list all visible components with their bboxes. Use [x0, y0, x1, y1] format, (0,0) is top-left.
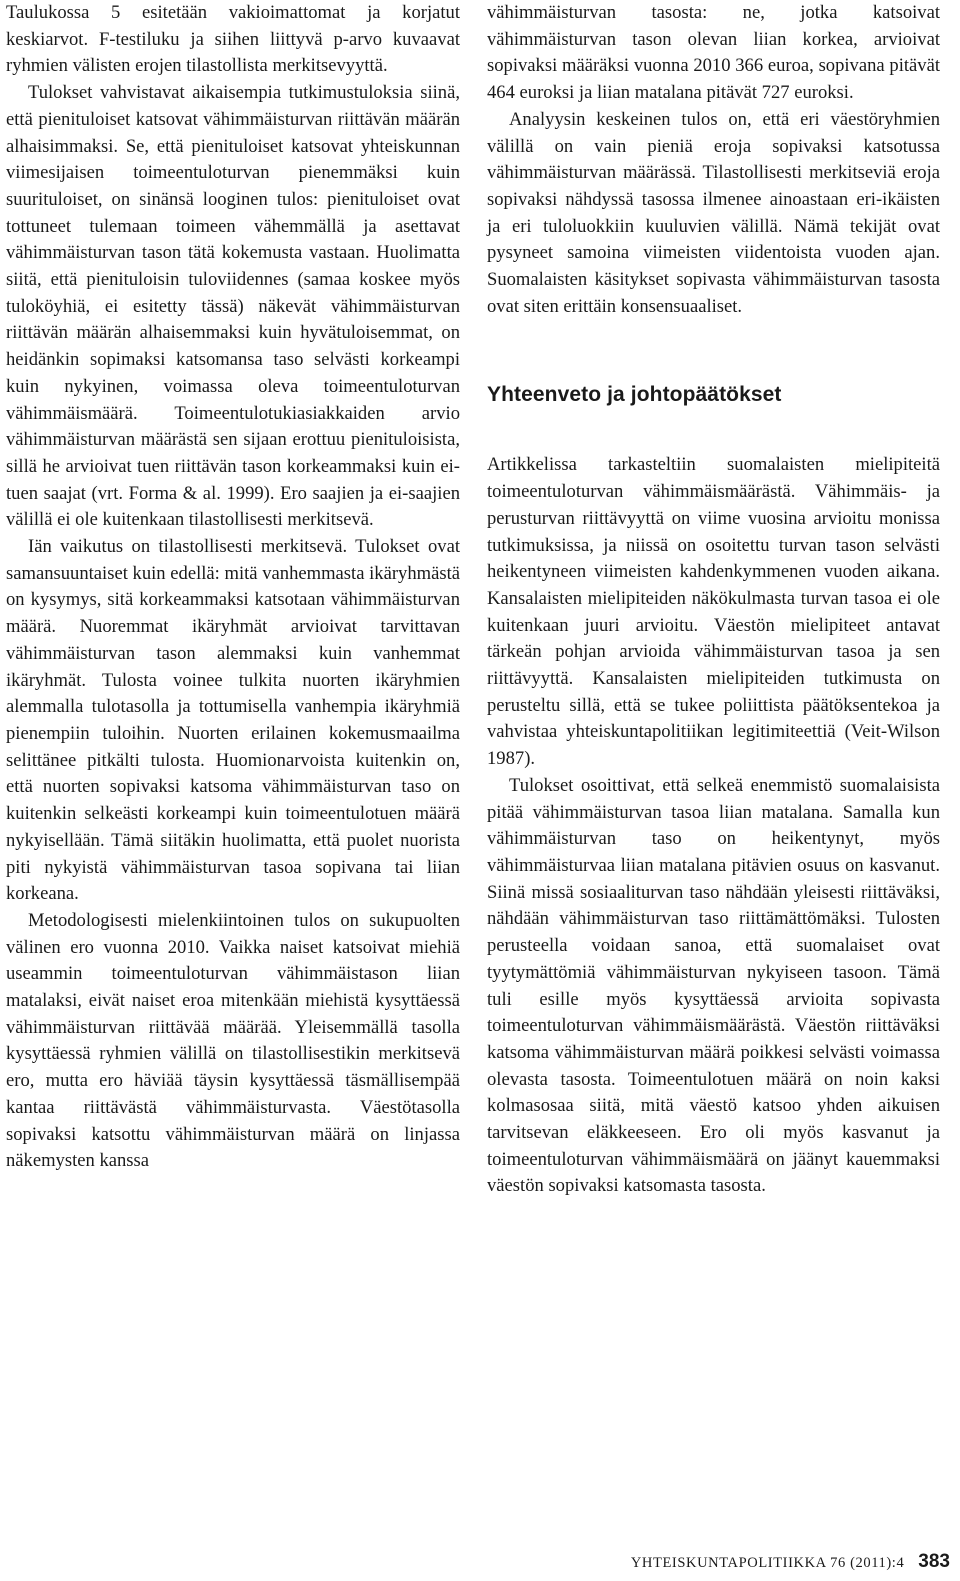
paragraph-summary-results: Tulokset osoittivat, että selkeä enemmistö suomalaisista pitää vähimmäisturvan tasoa liian matalana. Samalla kun vähimmäisturvan taso on heikentynyt, myös vähimmäisturvaa liian matalana pitävien osuus on kasvanut. Siinä missä sosiaaliturvan taso nähdään yleisesti riittäväksi, nähdään vähimmäisturvan taso riittämättömäksi. Tulosten perusteella voidaan sanoa, että suomalaiset ovat tyytymättömiä vähimmäisturvan nykyiseen tasoon. Tämä tuli esille myös kysyttäessä arvioita sopivasta toimeentuloturvan vähimmäismäärästä. Väestön riittäväksi katsoma vähimmäisturvan määrä poikkesi selvästi voimassa olevasta tasosta. Toimeentulotuen määrä on noin kaksi kolmasosaa siitä, mitä väestö katsoo yhden aikuisen tarvitsevan eläkkeeseen. Ero oli myös kasvanut ja toimeentuloturvan vähimmäismäärä on jäänyt kauemmaksi väestön sopivaksi katsomasta tasosta. — [487, 774, 940, 1197]
paragraph-table-note: Taulukossa 5 esitetään vakioimattomat ja korjatut keskiarvot. F-testiluku ja siihen liittyvä p-arvo kuvaavat ryhmien välisten erojen tilastollista merkitsevyyttä. — [6, 2, 460, 77]
page-number: 383 — [918, 1551, 950, 1572]
paragraph-key-result: Analyysin keskeinen tulos on, että eri väestöryhmien välillä on vain pieniä eroja sopivaksi katsotussa vähimmäisturvan määrässä. Tilastollisesti merkitseviä eroja sopivaksi nähdyssä tasossa ilmenee ainoastaan eri-ikäisten ja eri tuloluokkiin kuuluvien välillä. Nämä tekijät ovat pysyneet samoina viimeisten viidentoista vuoden ajan. Suomalaisten käsitykset sopivasta vähimmäisturvan tasosta ovat siten erittäin konsensuaaliset. — [487, 108, 940, 317]
journal-citation: YHTEISKUNTAPOLITIIKKA 76 (2011):4 — [630, 1555, 905, 1571]
right-column — [487, 0, 940, 1200]
paragraph-age-effect: Iän vaikutus on tilastollisesti merkitsevä. Tulokset ovat samansuuntaiset kuin edellä: mitä vanhemmasta ikäryhmästä on kysymys, sitä korkeammaksi katsotaan vähimmäisturvan määrä. Nuoremmat ikäryhmät arvioivat tarvittavan vähimmäisturvan tason alemmaksi kuin vanhemmat ikäryhmät. Tulosta voinee tulkita nuorten ikäryhmien alemmalla tulotasolla ja tottumisella vanhempia ikäryhmiä pienempiin tuloihin. Nuorten erilainen kokemusmaailma selittänee pitkälti tulosta. Huomionarvoista kuitenkin on, että nuorten sopivaksi katsoma vähimmäisturvan taso on kuitenkin selkeästi korkeampi kuin toimeentulotuen määrä nykyisellään. Tämä siitäkin huolimatta, että puolet nuorista piti nykyistä vähimmäisturvan tasoa sopivana tai liian korkeana. — [6, 536, 460, 905]
paragraph-continuation: vähimmäisturvan tasosta: ne, jotka katsoivat vähimmäisturvan tason olevan liian korkea, arvioivat sopivaksi määräksi vuonna 2010 366 euroa, sopivana pitävät 464 euroksi ja liian matalana pitävät 727 euroksi. — [487, 2, 940, 104]
paragraph-gender-difference: Metodologisesti mielenkiintoinen tulos on sukupuolten välinen ero vuonna 2010. Vaikka naiset katsoivat miehiä useammin toimeentuloturvan vähimmäistason liian matalaksi, eivät naiset eroa mitenkään miehistä kysyttäessä vähimmäisturvan riittävää määrää. Yleisemmällä tasolla kysyttäessä ryhmien välillä on tilastollisestikin merkitsevä ero, mutta ero häviää täysin kysyttäessä täsmällisempää kantaa riittävästä vähimmäisturvasta. Väestötasolla sopivaksi katsottu vähimmäisturvan määrä on linjassa näkemysten kanssa — [6, 909, 460, 1172]
paragraph-income-results: Tulokset vahvistavat aikaisempia tutkimustuloksia siinä, että pienituloiset katsovat vähimmäisturvan riittävän määrän alhaisimmaksi. Se, että pienituloiset katsovat yhteiskunnan viimesijaisen toimeentuloturvan pienemmäksi kuin suurituloiset, on sinänsä looginen tulos: pienituloiset ovat tottuneet tulemaan toimeen vähemmällä ja asettavat vähimmäisturvan tason tätä kokemusta vastaan. Huolimatta siitä, että pienituloisin tuloviidennes (samaa koskee myös tuloköyhiä, ei esitetty tässä) näkevät vähimmäisturvan riittävän määrän alhaisemmaksi kuin hyvätuloisemmat, on heidänkin sopimaksi katsomansa taso selvästi korkeampi kuin nykyinen, voimassa oleva toimeentuloturvan vähimmäismäärä. Toimeentulotukiasiakkaiden arvio vähimmäisturvan määrästä sen sijaan erottuu pienituloisista, sillä he arvioivat tuen riittävän tason korkeammaksi kuin ei-tuen saajat (vrt. Forma & al. 1999). Ero saajien ja ei-saajien välillä ei ole kuitenkaan tilastollisesti merkitsevä. — [6, 82, 460, 531]
section-heading: Yhteenveto ja johtopäätökset — [487, 383, 782, 407]
paragraph-summary-intro: Artikkelissa tarkasteltiin suomalaisten mielipiteitä toimeentuloturvan vähimmäismäärästä. Vähimmäis- ja perusturvan riittävyyttä on viime vuosina arvioitu monissa tutkimuksissa, ja niissä on osoitettu turvan tason selvästi heikentyneen viimeisten kahdenkymmenen vuoden aikana. Kansalaisten mielipiteiden näkökulmasta turvan tasoa ei ole kuitenkaan juuri arvioitu. Väestön mielipiteet antavat tärkeän pohjan arvioida vähimmäisturvan tasoa ja sen riittävyyttä. Kansalaisten mielipiteiden tutkimusta on perusteltu sillä, että se tukee poliittista päätöksentekoa ja vahvistaa yhteiskuntapolitiikan legitimiteettiä (Veit-Wilson 1987). — [487, 454, 940, 770]
left-column — [6, 0, 460, 1175]
page-footer — [631, 1551, 950, 1573]
